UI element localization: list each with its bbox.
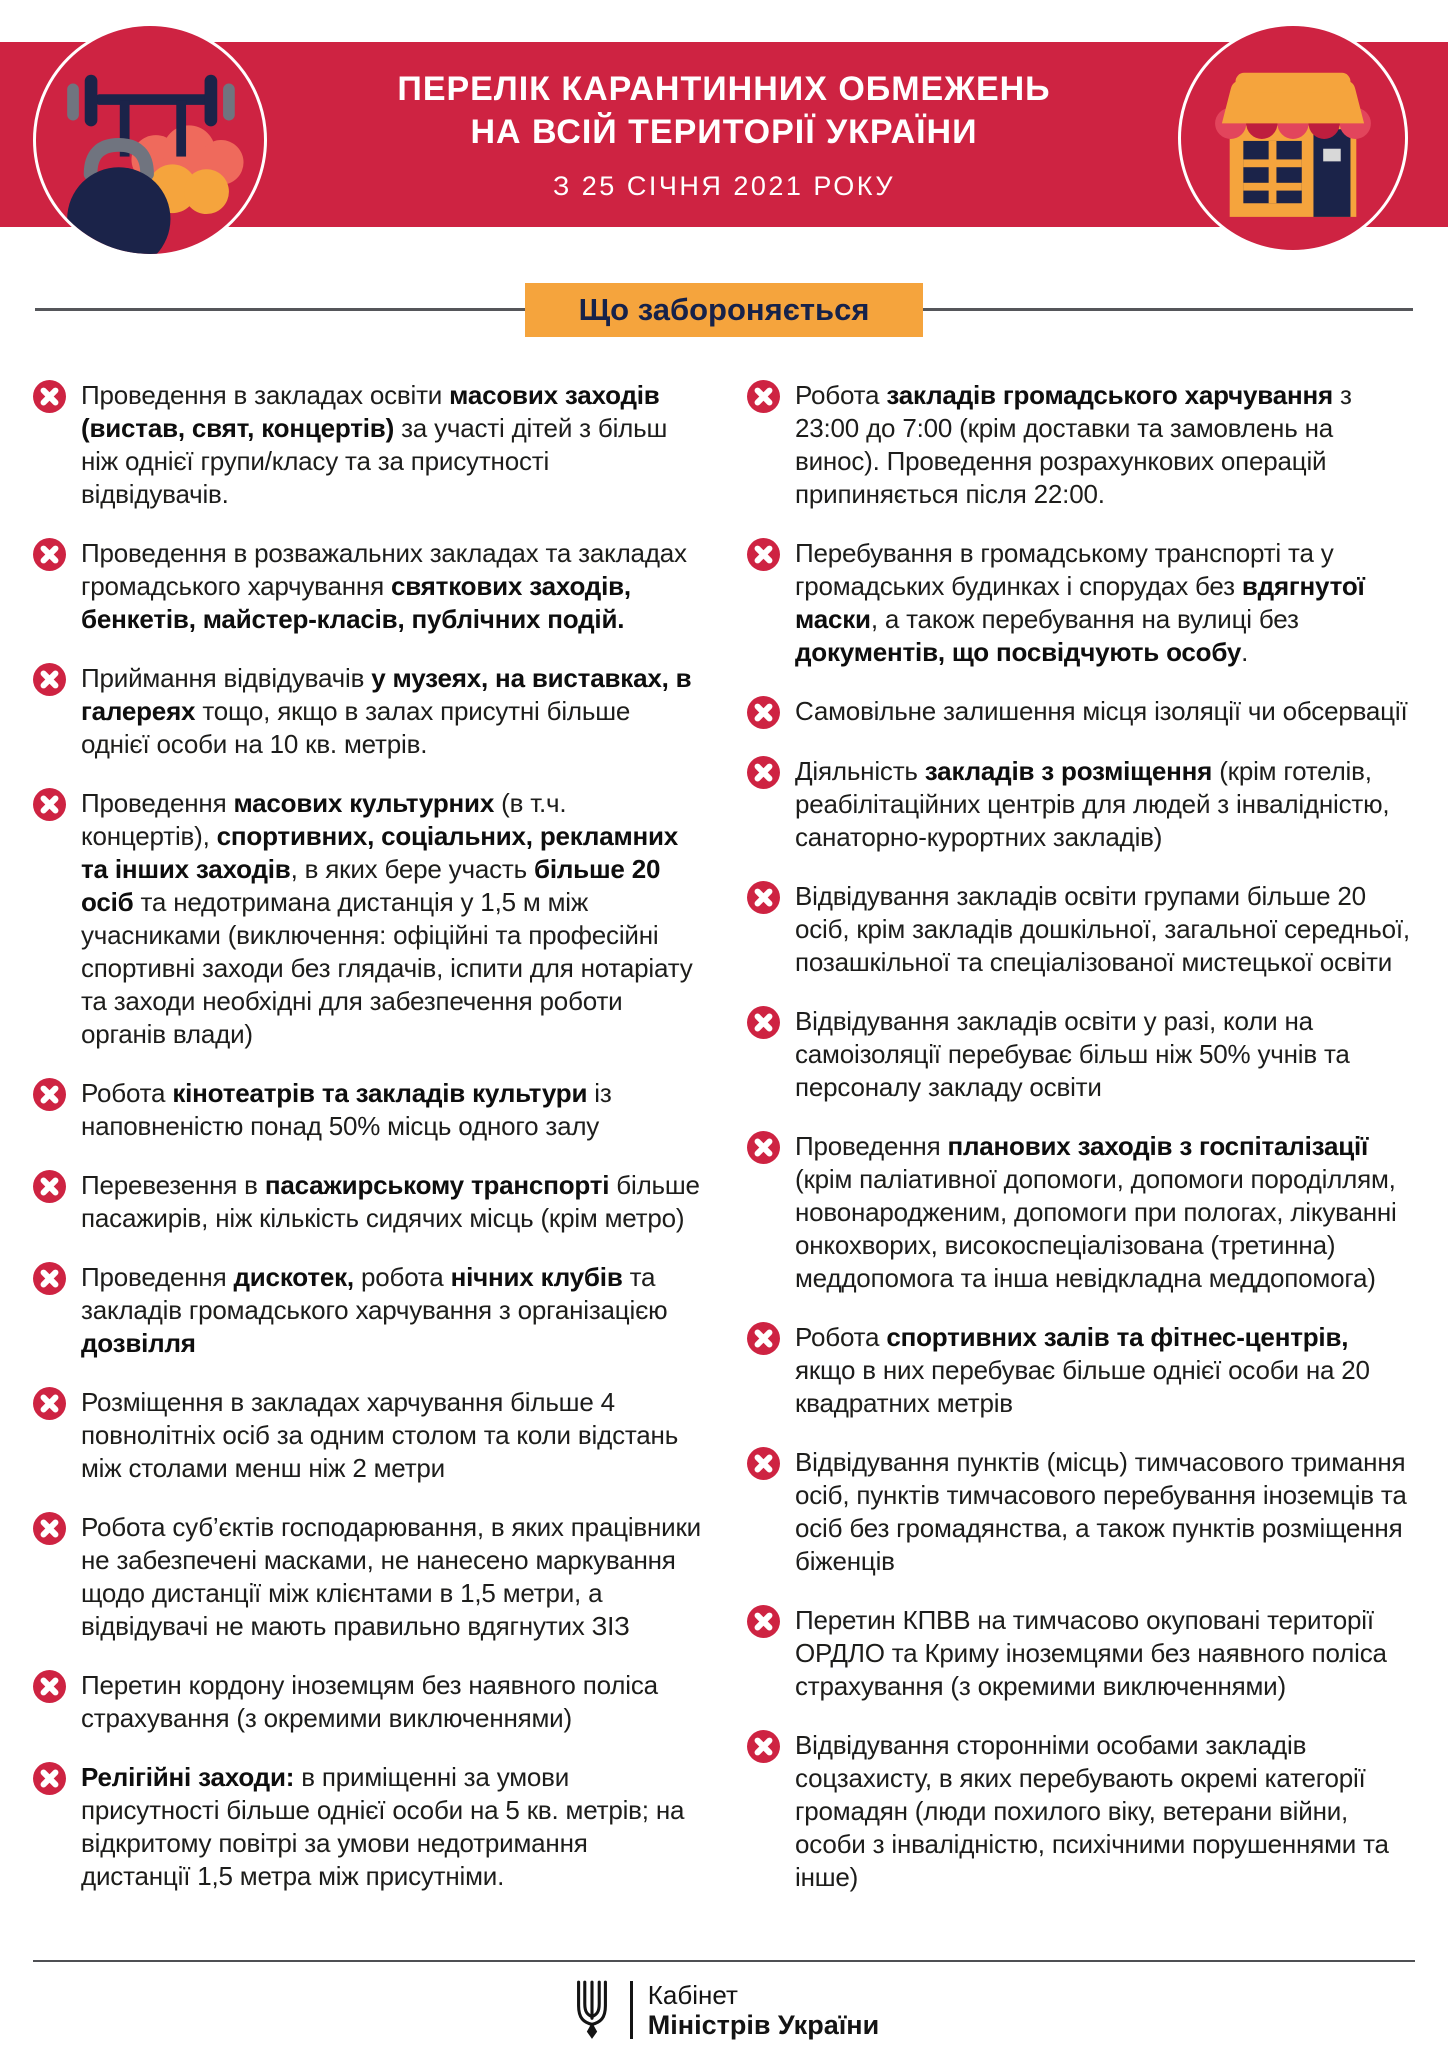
restriction-item bbox=[747, 1321, 1415, 1420]
title-line-2: НА ВСІЙ ТЕРИТОРІЇ УКРАЇНИ bbox=[470, 112, 978, 151]
title-date: З 25 СІЧНЯ 2021 РОКУ bbox=[552, 170, 895, 201]
restriction-text: Робота кінотеатрів та закладів культури із наповненістю понад 50% місць одного залу bbox=[81, 1078, 612, 1141]
logo-divider bbox=[630, 1981, 633, 2039]
footer-divider-line bbox=[33, 1960, 1415, 1962]
restriction-text: Проведення планових заходів з госпіталізації (крім паліативної допомоги, допомоги породіллям, новонародженим, допомоги при пологах, лікуванні онкохворих, високоспеціалізована (третинна) меддопомога та інша невідкладна меддопомога) bbox=[795, 1131, 1397, 1293]
prohibited-x-icon bbox=[33, 380, 66, 413]
restriction-item bbox=[33, 379, 701, 511]
restriction-item bbox=[33, 1261, 701, 1360]
org-name bbox=[648, 1980, 879, 2041]
restrictions-list bbox=[33, 379, 1415, 1920]
restriction-item bbox=[33, 1761, 701, 1893]
restriction-text: Проведення в розважальних закладах та закладах громадського харчування святкових заходів, бенкетів, майстер-класів, публічних подій. bbox=[81, 538, 687, 634]
prohibited-x-icon bbox=[33, 788, 66, 821]
prohibited-x-icon bbox=[33, 1512, 66, 1545]
restriction-item bbox=[33, 1169, 701, 1235]
restriction-item bbox=[747, 1130, 1415, 1295]
prohibited-x-icon bbox=[747, 1447, 780, 1480]
restriction-item bbox=[747, 1729, 1415, 1894]
section-header bbox=[0, 283, 1448, 337]
prohibited-x-icon bbox=[33, 1670, 66, 1703]
header-banner bbox=[0, 42, 1448, 227]
restriction-item bbox=[33, 1077, 701, 1143]
restriction-item bbox=[747, 379, 1415, 511]
restrictions-left-column bbox=[33, 379, 701, 1920]
prohibited-x-icon bbox=[747, 1730, 780, 1763]
restriction-text: Перебування в громадському транспорті та у громадських будинках і спорудах без вдягнутої маски, а також перебування на вулиці без документів, що посвідчують особу. bbox=[795, 538, 1365, 667]
restriction-item bbox=[33, 787, 701, 1051]
org-name-line-1: Кабінет bbox=[647, 1979, 738, 2010]
prohibited-x-icon bbox=[747, 1322, 780, 1355]
prohibited-x-icon bbox=[747, 538, 780, 571]
restriction-text: Робота закладів громадського харчування з 23:00 до 7:00 (крім доставки та замовлень на винос). Проведення розрахункових операцій припиняється після 22:00. bbox=[795, 380, 1352, 509]
restriction-text: Відвідування закладів освіти у разі, коли на самоізоляції перебуває більш ніж 50% учнів та персоналу закладу освіти bbox=[795, 1006, 1350, 1102]
restriction-item bbox=[747, 880, 1415, 979]
restriction-item bbox=[747, 755, 1415, 854]
prohibited-x-icon bbox=[33, 1170, 66, 1203]
restriction-item bbox=[747, 1604, 1415, 1703]
restriction-item bbox=[747, 1446, 1415, 1578]
restriction-text: Відвідування сторонніми особами закладів соцзахисту, в яких перебувають окремі категорії громадян (люди похилого віку, ветерани війни, особи з інвалідністю, психічними порушеннями та інше) bbox=[795, 1730, 1389, 1892]
restriction-text: Робота спортивних залів та фітнес-центрів, якщо в них перебуває більше однієї особи на 20 квадратних метрів bbox=[795, 1322, 1370, 1418]
title-line-1: ПЕРЕЛІК КАРАНТИННИХ ОБМЕЖЕНЬ bbox=[397, 69, 1051, 108]
prohibited-x-icon bbox=[747, 380, 780, 413]
restriction-item bbox=[33, 1386, 701, 1485]
restriction-item bbox=[33, 537, 701, 636]
restriction-item bbox=[33, 1669, 701, 1735]
prohibited-x-icon bbox=[747, 881, 780, 914]
prohibited-x-icon bbox=[747, 1006, 780, 1039]
restriction-text: Робота суб’єктів господарювання, в яких працівники не забезпечені масками, не нанесено маркування щодо дистанції між клієнтами в 1,5 метри, а відвідувачі не мають правильно вдягнутих ЗІЗ bbox=[81, 1512, 702, 1641]
restriction-text: Перетин КПВВ на тимчасово окуповані території ОРДЛО та Криму іноземцями без наявного поліса страхування (з окремими виключеннями) bbox=[795, 1605, 1387, 1701]
restriction-text: Діяльність закладів з розміщення (крім готелів, реабілітаційних центрів для людей з інвалідністю, санаторно-курортних закладів) bbox=[795, 756, 1390, 852]
restriction-item bbox=[747, 537, 1415, 669]
restriction-text: Відвідування закладів освіти групами більше 20 осіб, крім закладів дошкільної, загальної середньої, позашкільної та спеціалізованої мистецької освіти bbox=[795, 881, 1410, 977]
trident-icon bbox=[569, 1977, 615, 2043]
prohibited-x-icon bbox=[747, 1605, 780, 1638]
government-logo bbox=[33, 1977, 1415, 2043]
prohibited-x-icon bbox=[747, 696, 780, 729]
prohibited-x-icon bbox=[33, 1762, 66, 1795]
footer bbox=[33, 1960, 1415, 2043]
prohibited-x-icon bbox=[33, 663, 66, 696]
restriction-text: Відвідування пунктів (місць) тимчасового тримання осіб, пунктів тимчасового перебування іноземців та осіб без громадянства, а також пунктів розміщення біженців bbox=[795, 1447, 1407, 1576]
restriction-text: Проведення дискотек, робота нічних клубів та закладів громадського харчування з організацією дозвілля bbox=[81, 1262, 668, 1358]
restriction-text: Розміщення в закладах харчування більше 4 повнолітніх осіб за одним столом та коли відстань між столами менш ніж 2 метри bbox=[81, 1387, 679, 1483]
restriction-item bbox=[33, 1511, 701, 1643]
prohibited-x-icon bbox=[33, 538, 66, 571]
restriction-text: Самовільне залишення місця ізоляції чи обсервації bbox=[795, 696, 1408, 726]
restriction-text: Приймання відвідувачів у музеях, на виставках, в галереях тощо, якщо в залах присутні більше однієї особи на 10 кв. метрів. bbox=[81, 663, 692, 759]
restrictions-right-column bbox=[747, 379, 1415, 1920]
restriction-text: Перетин кордону іноземцям без наявного поліса страхування (з окремими виключеннями) bbox=[81, 1670, 658, 1733]
prohibited-x-icon bbox=[33, 1387, 66, 1420]
restriction-text: Проведення в закладах освіти масових заходів (вистав, свят, концертів) за участі дітей з більш ніж однієї групи/класу та за присутності відвідувачів. bbox=[81, 380, 668, 509]
store-badge bbox=[1178, 23, 1408, 253]
restriction-item bbox=[33, 662, 701, 761]
prohibited-x-icon bbox=[747, 756, 780, 789]
org-name-line-2: Міністрів України bbox=[647, 2009, 880, 2040]
prohibited-x-icon bbox=[33, 1078, 66, 1111]
prohibited-x-icon bbox=[33, 1262, 66, 1295]
restriction-text: Проведення масових культурних (в т.ч. концертів), спортивних, соціальних, рекламних та інших заходів, в яких бере участь більше 20 осіб та недотримана дистанція у 1,5 м між учасниками (виключення: офіційні та професійні спортивні заходи без глядачів, іспити для нотаріату та заходи необхідні для забезпечення роботи органів влади) bbox=[81, 788, 693, 1049]
section-badge: Що забороняється bbox=[525, 283, 924, 337]
restriction-text: Релігійні заходи: в приміщенні за умови присутності більше однієї особи на 5 кв. метрів; на відкритому повітрі за умови недотримання дистанції 1,5 метра між присутніми. bbox=[81, 1762, 685, 1891]
prohibited-x-icon bbox=[747, 1131, 780, 1164]
restriction-text: Перевезення в пасажирському транспорті більше пасажирів, ніж кількість сидячих місць (крім метро) bbox=[81, 1170, 700, 1233]
store-icon bbox=[1181, 26, 1405, 250]
restriction-item bbox=[747, 1005, 1415, 1104]
restriction-item bbox=[747, 695, 1415, 729]
